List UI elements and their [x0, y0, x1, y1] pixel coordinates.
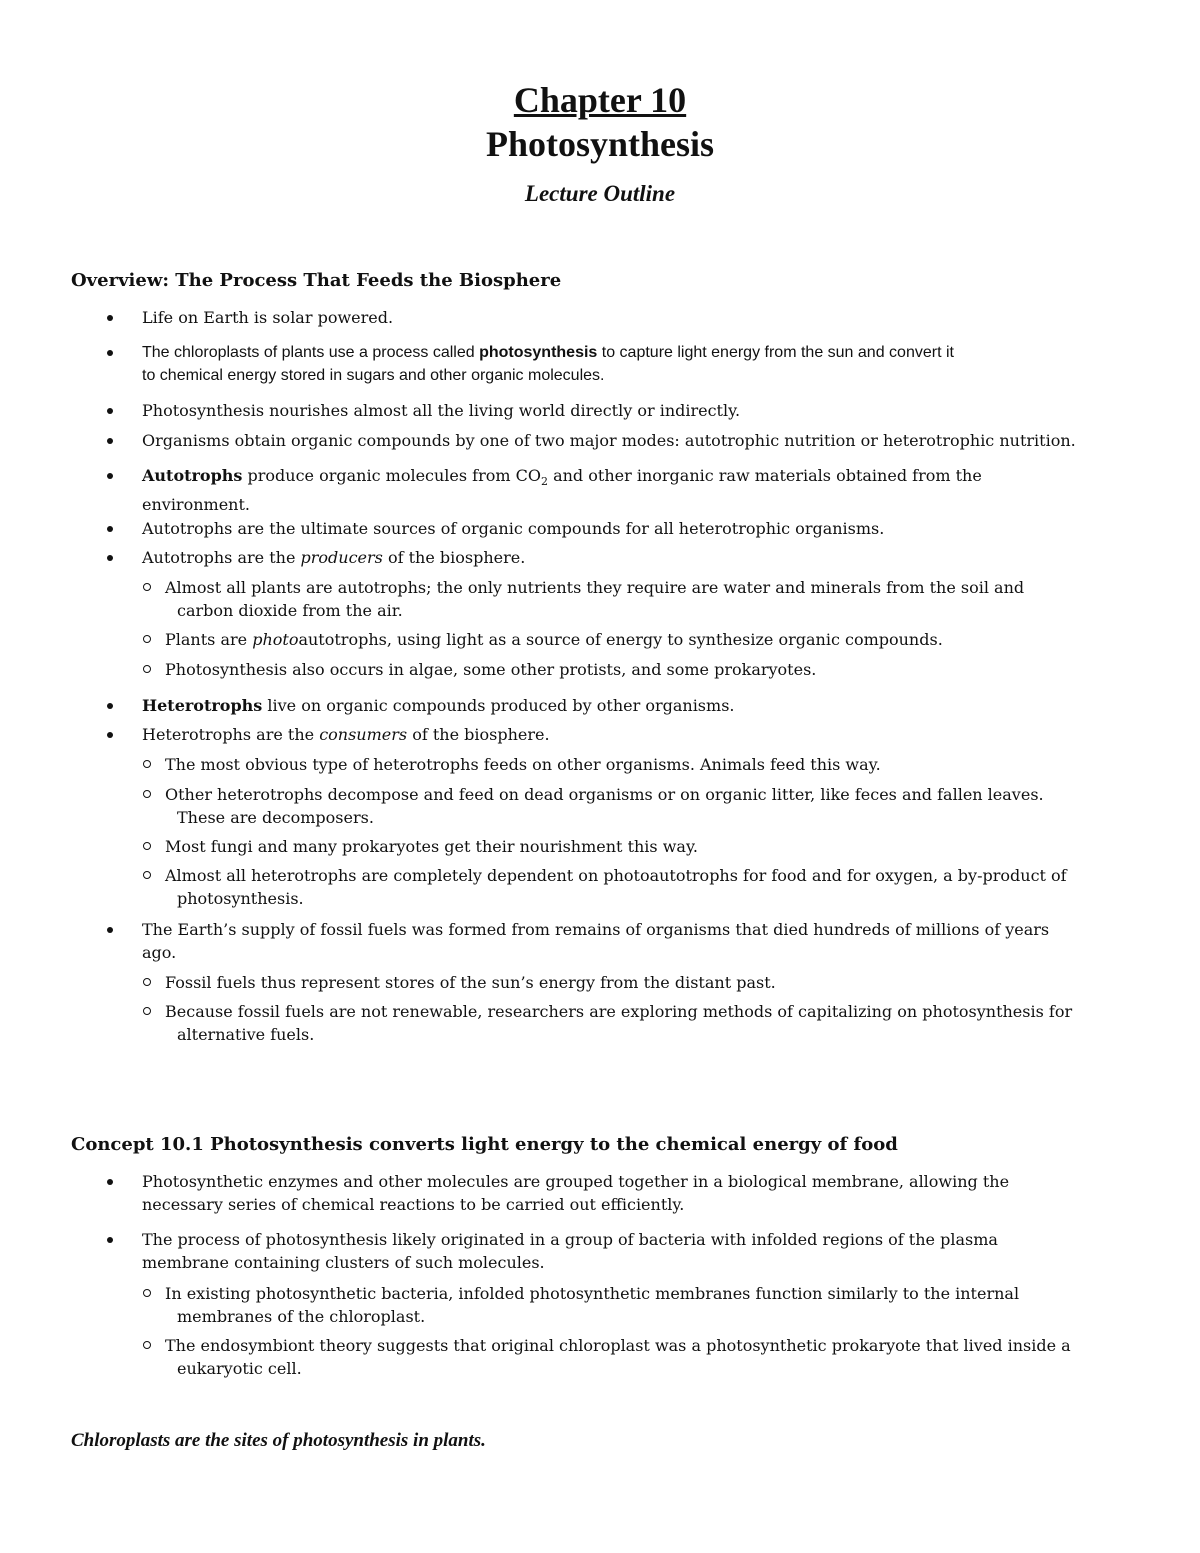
sub-bullet-item — [165, 1000, 1130, 1046]
bullet-text: live on organic compounds produced by other organisms. — [262, 696, 735, 715]
bullet-text: Life on Earth is solar powered. — [142, 308, 394, 327]
sub-bullet-text-continued: alternative fuels. — [177, 1025, 315, 1044]
sub-bullet-item — [165, 971, 1130, 994]
bullet-item — [142, 723, 1132, 746]
sub-bullet-item — [165, 1282, 1130, 1328]
sub-bullet-item — [165, 1334, 1130, 1380]
sub-bullet-text-continued: photosynthesis. — [177, 889, 304, 908]
sub-bullet-item — [165, 576, 1130, 622]
bullet-text-continued: membrane containing clusters of such molecules. — [142, 1253, 545, 1272]
sub-bullet-item — [165, 753, 1130, 776]
title-block — [0, 78, 1200, 208]
bullet-text: and other inorganic raw materials obtained from the — [548, 466, 982, 485]
sub-bullet-item — [165, 628, 1130, 651]
bullet-text: The Earth’s supply of fossil fuels was formed from remains of organisms that died hundreds of millions of years — [142, 920, 1050, 939]
bullet-text: of the biosphere. — [382, 548, 526, 567]
sub-bullet-text: Because fossil fuels are not renewable, researchers are exploring methods of capitalizing on photosynthesis for — [165, 1002, 1073, 1021]
chapter-number: Chapter 10 — [513, 80, 687, 120]
chapter-title: Photosynthesis — [485, 124, 715, 164]
overview-heading: Overview: The Process That Feeds the Biosphere — [71, 270, 562, 291]
sub-bullet-text-continued: membranes of the chloroplast. — [177, 1307, 426, 1326]
subscript: 2 — [541, 475, 548, 489]
bullet-item — [142, 546, 1132, 569]
sub-bullet-text: Plants are — [165, 630, 253, 649]
sub-bullet-item — [165, 835, 1130, 858]
sub-bullet-text: The most obvious type of heterotrophs feeds on other organisms. Animals feed this way. — [165, 755, 881, 774]
bullet-item — [142, 918, 1132, 964]
sub-bullet-text-continued: These are decomposers. — [177, 808, 374, 827]
bullet-item — [142, 464, 1132, 516]
bullet-text-continued: necessary series of chemical reactions to be carried out efficiently. — [142, 1195, 685, 1214]
bullet-text: to capture light energy from the sun and convert it — [597, 344, 954, 361]
sub-bullet-text: Most fungi and many prokaryotes get their nourishment this way. — [165, 837, 698, 856]
bullet-text: Autotrophs are the — [142, 548, 301, 567]
sub-bullet-text: Other heterotrophs decompose and feed on dead organisms or on organic litter, like feces and fallen leaves. — [165, 785, 1044, 804]
bullet-item — [142, 306, 1132, 329]
term-photosynthesis: photosynthesis — [479, 344, 598, 361]
bullet-text: The chloroplasts of plants use a process called — [142, 344, 480, 361]
sub-bullet-item — [165, 658, 1130, 681]
sub-bullet-item — [165, 783, 1130, 829]
bullet-text: Photosynthesis nourishes almost all the living world directly or indirectly. — [142, 401, 741, 420]
bullet-text: of the biosphere. — [407, 725, 550, 744]
bullet-text: The process of photosynthesis likely originated in a group of bacteria with infolded regions of the plasma — [142, 1230, 998, 1249]
term-photo: photo — [252, 630, 299, 649]
bullet-item — [142, 399, 1132, 422]
bullet-text: Heterotrophs are the — [142, 725, 320, 744]
bullet-text: Organisms obtain organic compounds by one of two major modes: autotrophic nutrition or heterotrophic nutrition. — [142, 431, 1076, 450]
bullet-item — [142, 517, 1132, 540]
bullet-text: Autotrophs are the ultimate sources of organic compounds for all heterotrophic organisms. — [142, 519, 885, 538]
bullet-item — [142, 694, 1132, 717]
lecture-outline-subtitle: Lecture Outline — [524, 181, 676, 206]
bullet-item — [142, 429, 1132, 452]
sub-bullet-text-continued: eukaryotic cell. — [177, 1359, 302, 1378]
sub-bullet-text: autotrophs, using light as a source of energy to synthesize organic compounds. — [298, 630, 943, 649]
bullet-text-continued: ago. — [142, 943, 177, 962]
sub-bullet-text: Fossil fuels thus represent stores of the sun’s energy from the distant past. — [165, 973, 776, 992]
sub-bullet-text: Almost all heterotrophs are completely dependent on photoautotrophs for food and for oxygen, a by-product of — [165, 866, 1067, 885]
sub-bullet-text: Photosynthesis also occurs in algae, some other protists, and some prokaryotes. — [165, 660, 817, 679]
bullet-text: produce organic molecules from CO — [242, 466, 541, 485]
bullet-text-continued: environment. — [142, 495, 250, 515]
bullet-item — [142, 1228, 1132, 1274]
sub-bullet-text: The endosymbiont theory suggests that original chloroplast was a photosynthetic prokaryote that lived inside a — [165, 1336, 1071, 1355]
sub-bullet-text: In existing photosynthetic bacteria, infolded photosynthetic membranes function similarly to the internal — [165, 1284, 1020, 1303]
term-producers: producers — [300, 548, 383, 567]
term-heterotrophs: Heterotrophs — [142, 696, 263, 715]
concept-10-1-heading: Concept 10.1 Photosynthesis converts light energy to the chemical energy of food — [71, 1134, 898, 1155]
term-autotrophs: Autotrophs — [142, 466, 243, 485]
sub-bullet-item — [165, 864, 1130, 910]
bullet-text-continued: to chemical energy stored in sugars and other organic molecules. — [142, 367, 605, 384]
term-consumers: consumers — [319, 725, 408, 744]
bullet-item — [142, 1170, 1132, 1216]
bullet-text: Photosynthetic enzymes and other molecules are grouped together in a biological membrane, allowing the — [142, 1172, 1010, 1191]
chloroplasts-section-heading: Chloroplasts are the sites of photosynthesis in plants. — [71, 1430, 486, 1451]
bullet-item — [142, 341, 1132, 387]
sub-bullet-text-continued: carbon dioxide from the air. — [177, 601, 403, 620]
sub-bullet-text: Almost all plants are autotrophs; the only nutrients they require are water and minerals from the soil and — [165, 578, 1025, 597]
